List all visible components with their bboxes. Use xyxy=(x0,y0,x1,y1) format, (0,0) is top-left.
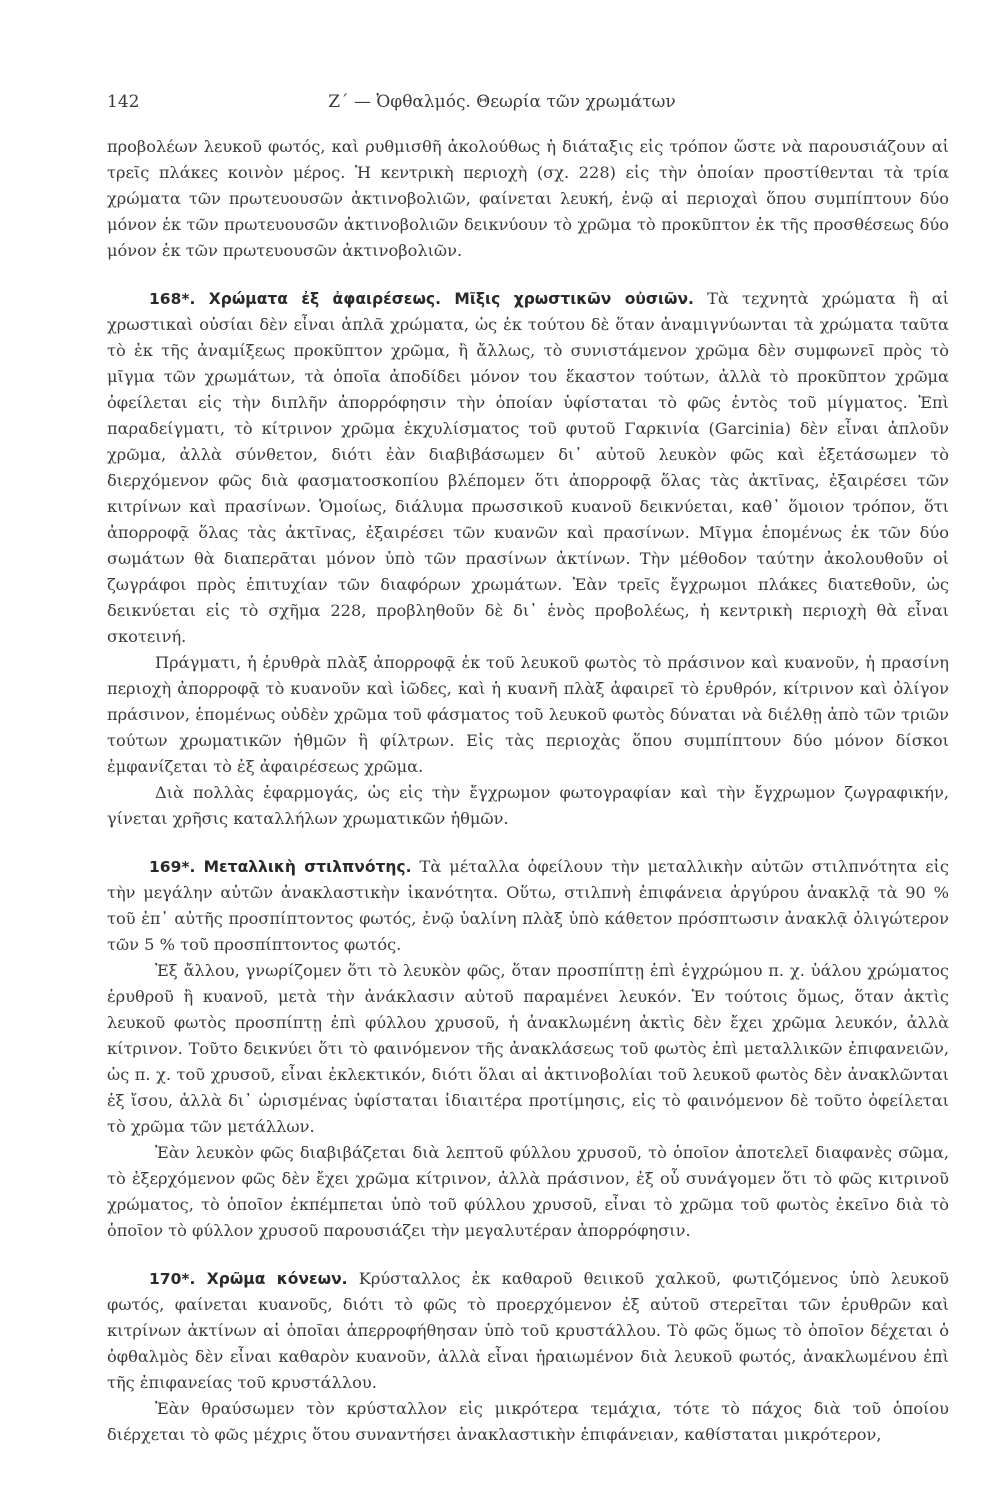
section-169 xyxy=(107,854,949,958)
section-168 xyxy=(107,286,949,650)
paragraph: Ἐὰν θραύσωμεν τὸν κρύσταλλον εἰς μικρότερα τεμάχια, τότε τὸ πάχος διὰ τοῦ ὁποίου διέρχεται τὸ φῶς μέχρις ὅτου συναντήσει ἀνακλαστικὴν ἐπιφάνειαν, καθίσταται μικρότερον, xyxy=(107,1399,949,1444)
paragraph: Ἐξ ἄλλου, γνωρίζομεν ὅτι τὸ λευκὸν φῶς, ὅταν προσπίπτῃ ἐπὶ ἐγχρώμου π. χ. ὑάλου χρώματος ἐρυθροῦ ἢ κυανοῦ, μετὰ τὴν ἀνάκλασιν αὐτοῦ παραμένει λευκόν. Ἐν τούτοις ὅμως, ὅταν ἀκτὶς λευκοῦ φωτὸς προσπίπτῃ ἐπὶ φύλλου χρυσοῦ, ἡ ἀνακλωμένη ἀκτὶς δὲν ἔχει χρῶμα λευκόν, ἀλλὰ κίτρινον. Τοῦτο δεικνύει ὅτι τὸ φαινόμενον τῆς ἀνακλάσεως τοῦ φωτὸς ἐπὶ μεταλλικῶν ἐπιφανειῶν, ὡς π. χ. τοῦ χρυσοῦ, εἶναι ἐκλεκτικόν, διότι ὅλαι αἱ ἀκτινοβολίαι τοῦ λευκοῦ φωτὸς δὲν ἀνακλῶνται ἐξ ἴσου, ἀλλὰ δι᾽ ὡρισμένας ὑφίσταται ἰδιαιτέρα προτίμησις, εἰς τὸ φαινόμενον δὲ τοῦτο ὀφείλεται τὸ χρῶμα τῶν μετάλλων. xyxy=(107,961,949,1136)
paragraph-text: Τὰ μέταλλα ὀφείλουν τὴν μεταλλικὴν αὐτῶν στιλπνότητα εἰς τὴν μεγάλην αὐτῶν ἀνακλαστικὴν ἱκανότητα. Οὕτω, στιλπνὴ ἐπιφάνεια ἀργύρου ἀνακλᾷ τὰ 90 % τοῦ ἐπ᾽ αὐτῆς προσπίπτοντος φωτός, ἐνῷ ὑαλίνη πλὰξ ὑπὸ κάθετον πρόσπτωσιν ἀνακλᾷ ὀλιγώτερον τῶν 5 % τοῦ προσπίπτοντος φωτός. xyxy=(107,857,950,954)
paragraph: Διὰ πολλὰς ἐφαρμογάς, ὡς εἰς τὴν ἔγχρωμον φωτογραφίαν καὶ τὴν ἔγχρωμον ζωγραφικήν, γίνεται χρῆσις καταλλήλων χρωματικῶν ἠθμῶν. xyxy=(107,783,949,828)
page-body xyxy=(107,134,949,1448)
paragraph: Ἐὰν λευκὸν φῶς διαβιβάζεται διὰ λεπτοῦ φύλλου χρυσοῦ, τὸ ὁποῖον ἀποτελεῖ διαφανὲς σῶμα, τὸ ἐξερχόμενον φῶς δὲν ἔχει χρῶμα κίτρινον, ἀλλὰ πράσινον, ἐξ οὗ συνάγομεν ὅτι τὸ φῶς κιτρινοῦ χρώματος, τὸ ὁποῖον ἐκπέμπεται ὑπὸ τοῦ φύλλου χρυσοῦ, εἶναι τὸ χρῶμα τοῦ φωτὸς ἐκεῖνο διὰ τὸ ὁποῖον τὸ φύλλον χρυσοῦ παρουσιάζει τὴν μεγαλυτέραν ἀπορρόφησιν. xyxy=(107,1143,949,1240)
section-heading: 170*. Χρῶμα κόνεων. xyxy=(149,1270,348,1288)
section-170 xyxy=(107,1266,949,1396)
paragraph-text: Κρύσταλλος ἐκ καθαροῦ θειικοῦ χαλκοῦ, φωτιζόμενος ὑπὸ λευκοῦ φωτός, φαίνεται κυανοῦς, διότι τὸ φῶς τὸ προερχόμενον ἐξ αὐτοῦ στερεῖται τῶν ἐρυθρῶν καὶ κιτρίνων ἀκτίνων αἱ ὁποῖαι ἀπερροφήθησαν ὑπὸ τοῦ κρυστάλλου. Τὸ φῶς ὅμως τὸ ὁποῖον δέχεται ὁ ὀφθαλμὸς δὲν εἶναι καθαρὸν κυανοῦν, ἀλλὰ εἶναι ἠραιωμένον διὰ λευκοῦ φωτός, ἀνακλωμένου ἐπὶ τῆς ἐπιφανείας τοῦ κρυστάλλου. xyxy=(107,1269,950,1392)
section-heading: 168*. Χρώματα ἐξ ἀφαιρέσεως. Μῖξις χρωστικῶν οὐσιῶν. xyxy=(149,290,694,308)
running-title: Ζ΄ — Ὀφθαλμός. Θεωρία τῶν χρωμάτων xyxy=(328,92,676,112)
paragraph-continuation: προβολέων λευκοῦ φωτός, καὶ ρυθμισθῆ ἀκολούθως ἡ διάταξις εἰς τρόπον ὥστε νὰ παρουσιάζουν αἱ τρεῖς πλάκες κοινὸν μέρος. Ἡ κεντρικὴ περιοχὴ (σχ. 228) εἰς τὴν ὁποίαν προστίθενται τὰ τρία χρώματα τῶν πρωτευουσῶν ἀκτινοβολιῶν, φαίνεται λευκή, ἐνῷ αἱ περιοχαὶ ὅπου συμπίπτουν δύο μόνον ἐκ τῶν πρωτευουσῶν ἀκτινοβολιῶν δεικνύουν τὸ χρῶμα τὸ προκῦπτον ἐκ τῆς προσθέσεως δύο μόνον ἐκ τῶν πρωτευουσῶν ἀκτινοβολιῶν. xyxy=(107,137,949,260)
section-heading: 169*. Μεταλλικὴ στιλπνότης. xyxy=(149,858,412,876)
paragraph: Πράγματι, ἡ ἐρυθρὰ πλὰξ ἀπορροφᾷ ἐκ τοῦ λευκοῦ φωτὸς τὸ πράσινον καὶ κυανοῦν, ἡ πρασίνη περιοχὴ ἀπορροφᾷ τὸ κυανοῦν καὶ ἰῶδες, καὶ ἡ κυανῆ πλὰξ ἀφαιρεῖ τὸ ἐρυθρόν, κίτρινον καὶ ὀλίγον πράσινον, ἑπομένως οὐδὲν χρῶμα τοῦ φάσματος τοῦ λευκοῦ φωτὸς δύναται νὰ διέλθῃ ἀπὸ τῶν τριῶν τούτων χρωματικῶν ἠθμῶν ἢ φίλτρων. Εἰς τὰς περιοχὰς ὅπου συμπίπτουν δύο μόνον δίσκοι ἐμφανίζεται τὸ ἐξ ἀφαιρέσεως χρῶμα. xyxy=(107,653,949,776)
paragraph-text: Τὰ τεχνητὰ χρώματα ἢ αἱ χρωστικαὶ οὐσίαι δὲν εἶναι ἁπλᾶ χρώματα, ὡς ἐκ τούτου δὲ ὅταν ἀναμιγνύωνται τὰ χρώματα ταῦτα τὸ ἐκ τῆς ἀναμίξεως προκῦπτον χρῶμα, ἢ ἄλλως, τὸ συνιστάμενον χρῶμα δὲν συμφωνεῖ πρὸς τὸ μῖγμα τῶν χρωμάτων, τὰ ὁποῖα ἀποδίδει μόνον του ἕκαστον τούτων, ἀλλὰ τὸ προκῦπτον χρῶμα ὀφείλεται εἰς τὴν διπλῆν ἀπορρόφησιν τὴν ὁποίαν ὑφίσταται τὸ φῶς ἐντὸς τοῦ μίγματος. Ἐπὶ παραδείγματι, τὸ κίτρινον χρῶμα ἐκχυλίσματος τοῦ φυτοῦ Γαρκινία (Garcinia) δὲν εἶναι ἁπλοῦν χρῶμα, ἀλλὰ σύνθετον, διότι ἐὰν διαβιβάσωμεν δι᾽ αὐτοῦ λευκὸν φῶς καὶ ἐξετάσωμεν τὸ διερχόμενον φῶς διὰ φασματοσκοπίου βλέπομεν ὅτι ἀπορροφᾷ ὅλας τὰς ἀκτῖνας, ἐξαιρέσει τῶν κιτρίνων καὶ πρασίνων. Ὁμοίως, διάλυμα πρωσσικοῦ κυανοῦ δεικνύεται, καθ᾽ ὅμοιον τρόπον, ὅτι ἀπορροφᾷ ὅλας τὰς ἀκτῖνας, ἐξαιρέσει τῶν κυανῶν καὶ πρασίνων. Μῖγμα ἑπομένως ἐκ τῶν δύο σωμάτων θὰ διαπερᾶται μόνον ὑπὸ τῶν πρασίνων ἀκτίνων. Τὴν μέθοδον ταύτην ἀκολουθοῦν οἱ ζωγράφοι πρὸς ἐπιτυχίαν τῶν διαφόρων χρωμάτων. Ἐὰν τρεῖς ἔγχρωμοι πλάκες διατεθοῦν, ὡς δεικνύεται εἰς τὸ σχῆμα 228, προβληθοῦν δὲ δι᾽ ἑνὸς προβολέως, ἡ κεντρικὴ περιοχὴ θὰ εἶναι σκοτεινή. xyxy=(107,289,949,646)
page-number: 142 xyxy=(107,92,140,112)
page-header xyxy=(107,92,897,118)
